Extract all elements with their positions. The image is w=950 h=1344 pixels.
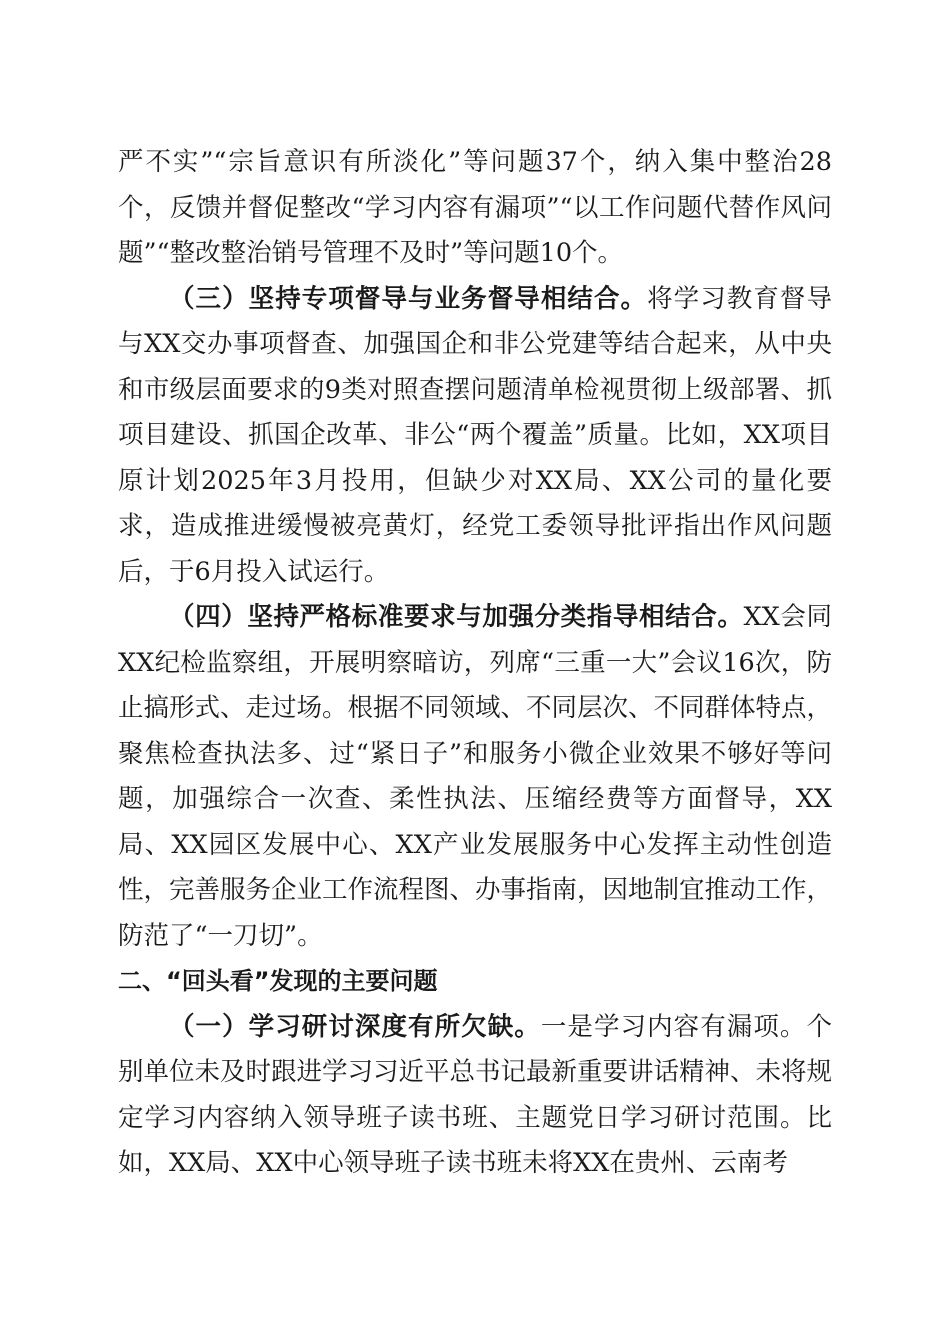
paragraph-problem-1 — [118, 1005, 832, 1187]
paragraph-section-3 — [118, 277, 832, 596]
heading-main-problems: 二、“回头看”发现的主要问题 — [118, 967, 438, 995]
section-3-text: 将学习教育督导与XX交办事项督查、加强国企和非公党建等结合起来，从中央和市级层面要求的9类对照查摆问题清单检视贯彻上级部署、抓项目建设、抓国企改革、非公“两个覆盖”质量。比如，XX项目原计划2025年3月投用，但缺少对XX局、XX公司的量化要求，造成推进缓慢被亮黄灯，经党工委领导批评指出作风问题后，于6月投入试运行。 — [118, 283, 832, 587]
section-3-lead: （三）坚持专项督导与业务督导相结合。 — [169, 283, 648, 314]
paragraph-section-4 — [118, 595, 832, 959]
paragraph-continuation — [118, 140, 832, 277]
section-4-text: XX会同XX纪检监察组，开展明察暗访，列席“三重一大”会议16次，防止搞形式、走过场。根据不同领域、不同层次、不同群体特点，聚焦检查执法多、过“紧日子”和服务小微企业效果不够好等问题，加强综合一次查、柔性执法、压缩经费等方面督导，XX局、XX园区发展中心、XX产业发展服务中心发挥主动性创造性，完善服务企业工作流程图、办事指南，因地制宜推动工作，防范了“一刀切”。 — [118, 602, 833, 951]
document-body — [118, 140, 832, 1187]
problem-1-lead: （一）学习研讨深度有所欠缺。 — [169, 1011, 541, 1042]
section-4-lead: （四）坚持严格标准要求与加强分类指导相结合。 — [169, 602, 744, 632]
problem-1-text: 一是学习内容有漏项。个别单位未及时跟进学习习近平总书记最新重要讲话精神、未将规定学习内容纳入领导班子读书班、主题党日学习研讨范围。比如，XX局、XX中心领导班子读书班未将XX在贵州、云南考 — [118, 1011, 833, 1178]
paragraph-text: 严不实”“宗旨意识有所淡化”等问题37个，纳入集中整治28个，反馈并督促整改“学习内容有漏项”“以工作问题代替作风问题”“整改整治销号管理不及时”等问题10个。 — [118, 147, 832, 268]
